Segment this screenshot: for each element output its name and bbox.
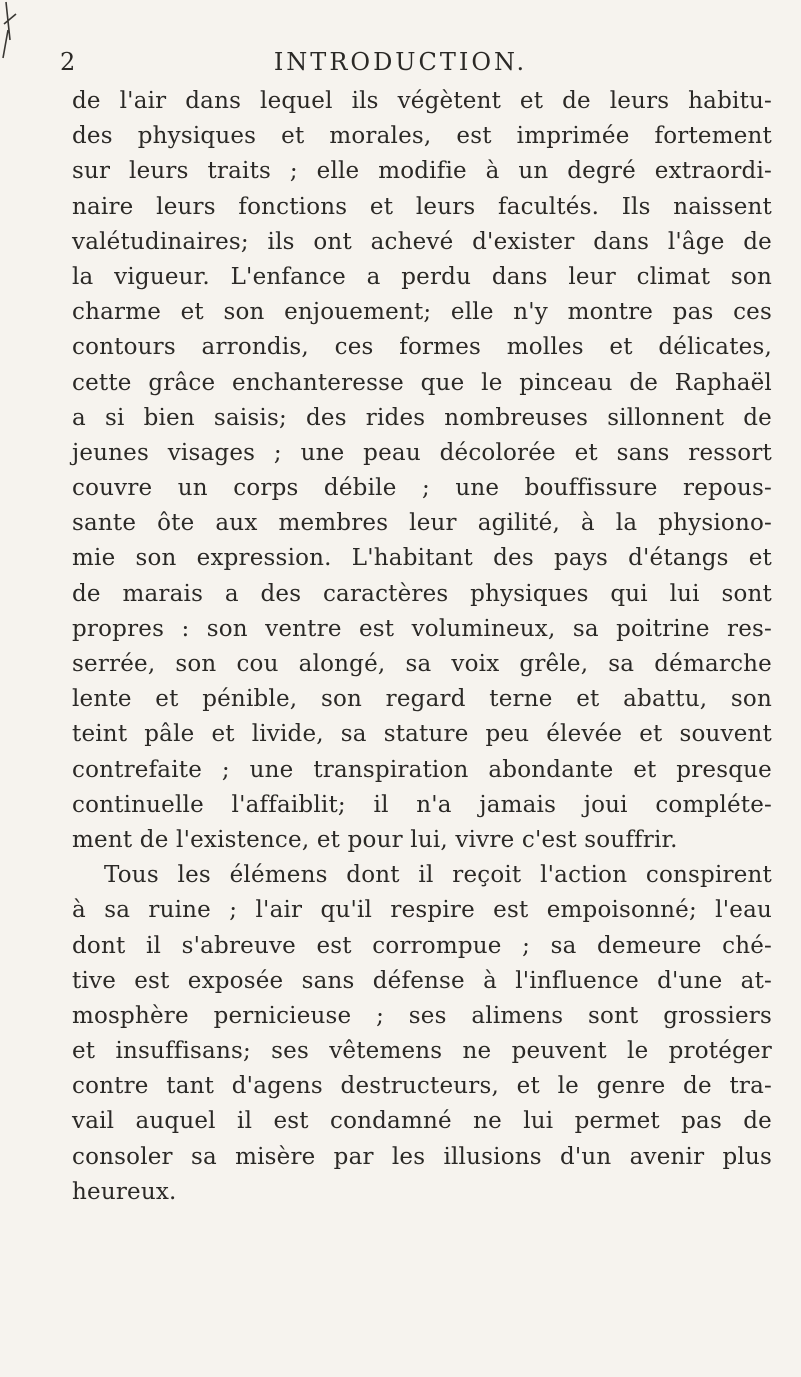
text-line: naire leurs fonctions et leurs facultés. Ils naissent <box>72 193 772 220</box>
text-line: contrefaite ; une transpiration abondante et presque <box>72 756 772 783</box>
text-line: teint pâle et livide, sa stature peu élevée et souvent <box>72 721 772 748</box>
text-line: propres : son ventre est volumineux, sa poitrine res- <box>72 615 772 642</box>
text-line: jeunes visages ; une peau décolorée et sans ressort <box>72 439 772 466</box>
text-line: serrée, son cou alongé, sa voix grêle, sa démarche <box>72 651 772 677</box>
text-line: Tous les élémens dont il reçoit l'action conspirent <box>104 862 772 889</box>
body-text <box>72 84 772 1210</box>
text-line: sante ôte aux membres leur agilité, à la physiono- <box>72 510 772 537</box>
text-line: mie son expression. L'habitant des pays d'étangs et <box>72 545 772 572</box>
text-line: des physiques et morales, est imprimée fortement <box>72 123 772 150</box>
text-line: dont il s'abreuve est corrompue ; sa demeure ché- <box>72 932 772 959</box>
text-line: contours arrondis, ces formes molles et délicates, <box>72 334 772 361</box>
text-line: charme et son enjouement; elle n'y montre pas ces <box>72 299 772 326</box>
text-line: consoler sa misère par les illusions d'un avenir plus <box>72 1143 772 1170</box>
page-number: 2 <box>60 48 77 76</box>
text-line: cette grâce enchanteresse que le pinceau de Raphaël <box>72 369 772 396</box>
text-line: continuelle l'affaiblit; il n'a jamais joui compléte- <box>72 791 772 818</box>
text-line: tive est exposée sans défense à l'influence d'une at- <box>72 967 772 994</box>
text-line: et insuffisans; ses vêtemens ne peuvent le protéger <box>72 1038 772 1065</box>
text-line: à sa ruine ; l'air qu'il respire est empoisonné; l'eau <box>72 897 772 924</box>
text-line: couvre un corps débile ; une bouffissure repous- <box>72 475 772 502</box>
text-line: ment de l'existence, et pour lui, vivre c'est souffrir. <box>72 826 678 853</box>
text-line: mosphère pernicieuse ; ses alimens sont grossiers <box>72 1002 772 1029</box>
text-line: vail auquel il est condamné ne lui permet pas de <box>72 1108 772 1135</box>
text-line: lente et pénible, son regard terne et abattu, son <box>72 686 772 713</box>
text-line: a si bien saisis; des rides nombreuses sillonnent de <box>72 404 772 431</box>
text-line: de marais a des caractères physiques qui lui sont <box>72 580 772 607</box>
text-line: la vigueur. L'enfance a perdu dans leur climat son <box>72 263 772 290</box>
text-line: heureux. <box>72 1178 177 1205</box>
text-line: sur leurs traits ; elle modifie à un degré extraordi- <box>72 158 772 185</box>
page-header <box>0 48 801 84</box>
running-title: INTRODUCTION. <box>273 48 528 76</box>
text-line: de l'air dans lequel ils végètent et de leurs habitu- <box>72 88 772 114</box>
text-line: valétudinaires; ils ont achevé d'exister dans l'âge de <box>72 228 772 255</box>
text-line: contre tant d'agens destructeurs, et le genre de tra- <box>72 1073 772 1100</box>
